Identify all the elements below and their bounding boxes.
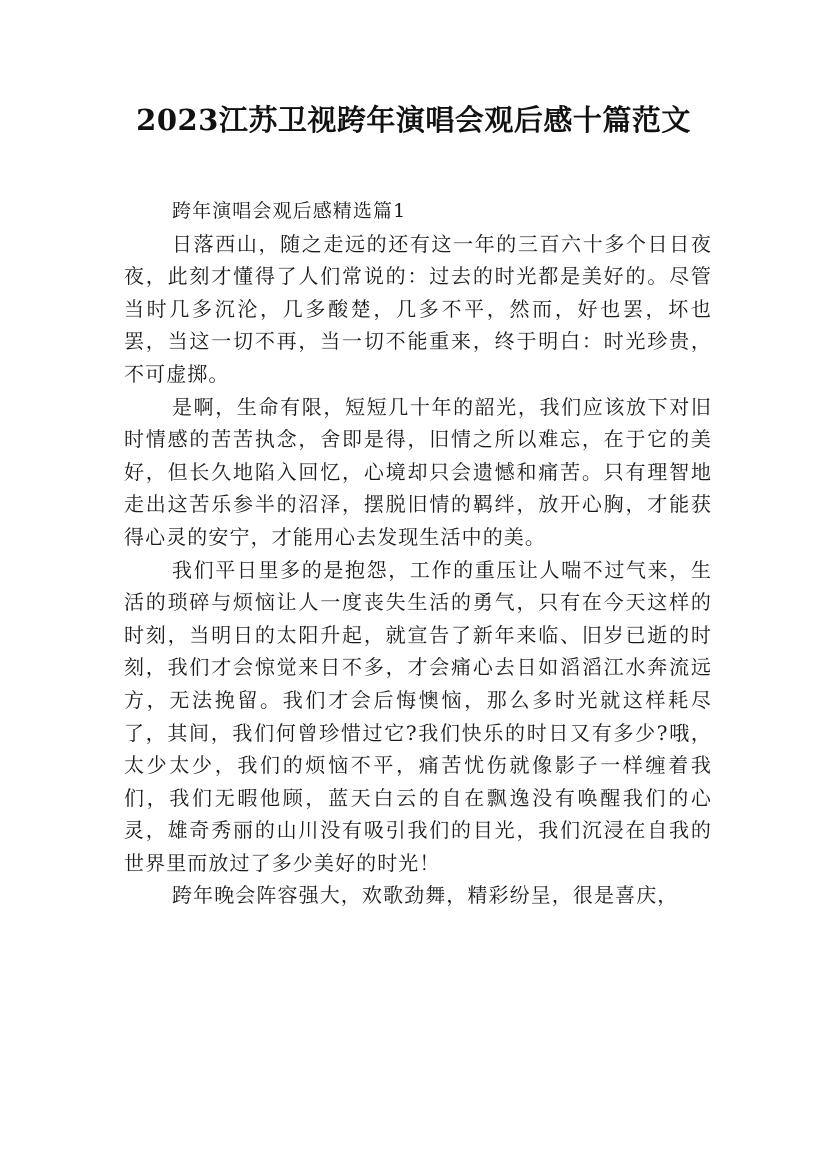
- paragraph-2: 是啊，生命有限，短短几十年的韶光，我们应该放下对旧时情感的苦苦执念，舍即是得，旧情之所以难忘，在于它的美好，但长久地陷入回忆，心境却只会遗憾和痛苦。只有理智地走出这苦乐参半的沼泽，摆脱旧情的羁绊，放开心胸，才能获得心灵的安宁，才能用心去发现生活中的美。: [124, 394, 712, 549]
- document-body: [124, 195, 712, 912]
- document-title: 2023江苏卫视跨年演唱会观后感十篇范文: [136, 103, 691, 137]
- paragraph-1: 日落西山，随之走远的还有这一年的三百六十多个日日夜夜，此刻才懂得了人们常说的：过去的时光都是美好的。尽管当时几多沉沦，几多酸楚，几多不平，然而，好也罢，坏也罢，当这一切不再，当一切不能重来，终于明白：时光珍贵，不可虚掷。: [124, 231, 712, 386]
- paragraph-4: 跨年晚会阵容强大，欢歌劲舞，精彩纷呈，很是喜庆，: [172, 883, 679, 908]
- section-heading: 跨年演唱会观后感精选篇1: [172, 200, 407, 222]
- paragraph-3: 我们平日里多的是抱怨，工作的重压让人喘不过气来，生活的琐碎与烦恼让人一度丧失生活的勇气，只有在今天这样的时刻，当明日的太阳升起，就宣告了新年来临、旧岁已逝的时刻，我们才会惊觉来日不多，才会痛心去日如滔滔江水奔流远方，无法挽留。我们才会后悔懊恼，那么多时光就这样耗尽了，其间，我们何曾珍惜过它?我们快乐的时日又有多少?哦，太少太少，我们的烦恼不平，痛苦忧伤就像影子一样缠着我们，我们无暇他顾，蓝天白云的自在飘逸没有唤醒我们的心灵，雄奇秀丽的山川没有吸引我们的目光，我们沉浸在自我的世界里而放过了多少美好的时光！: [124, 557, 712, 875]
